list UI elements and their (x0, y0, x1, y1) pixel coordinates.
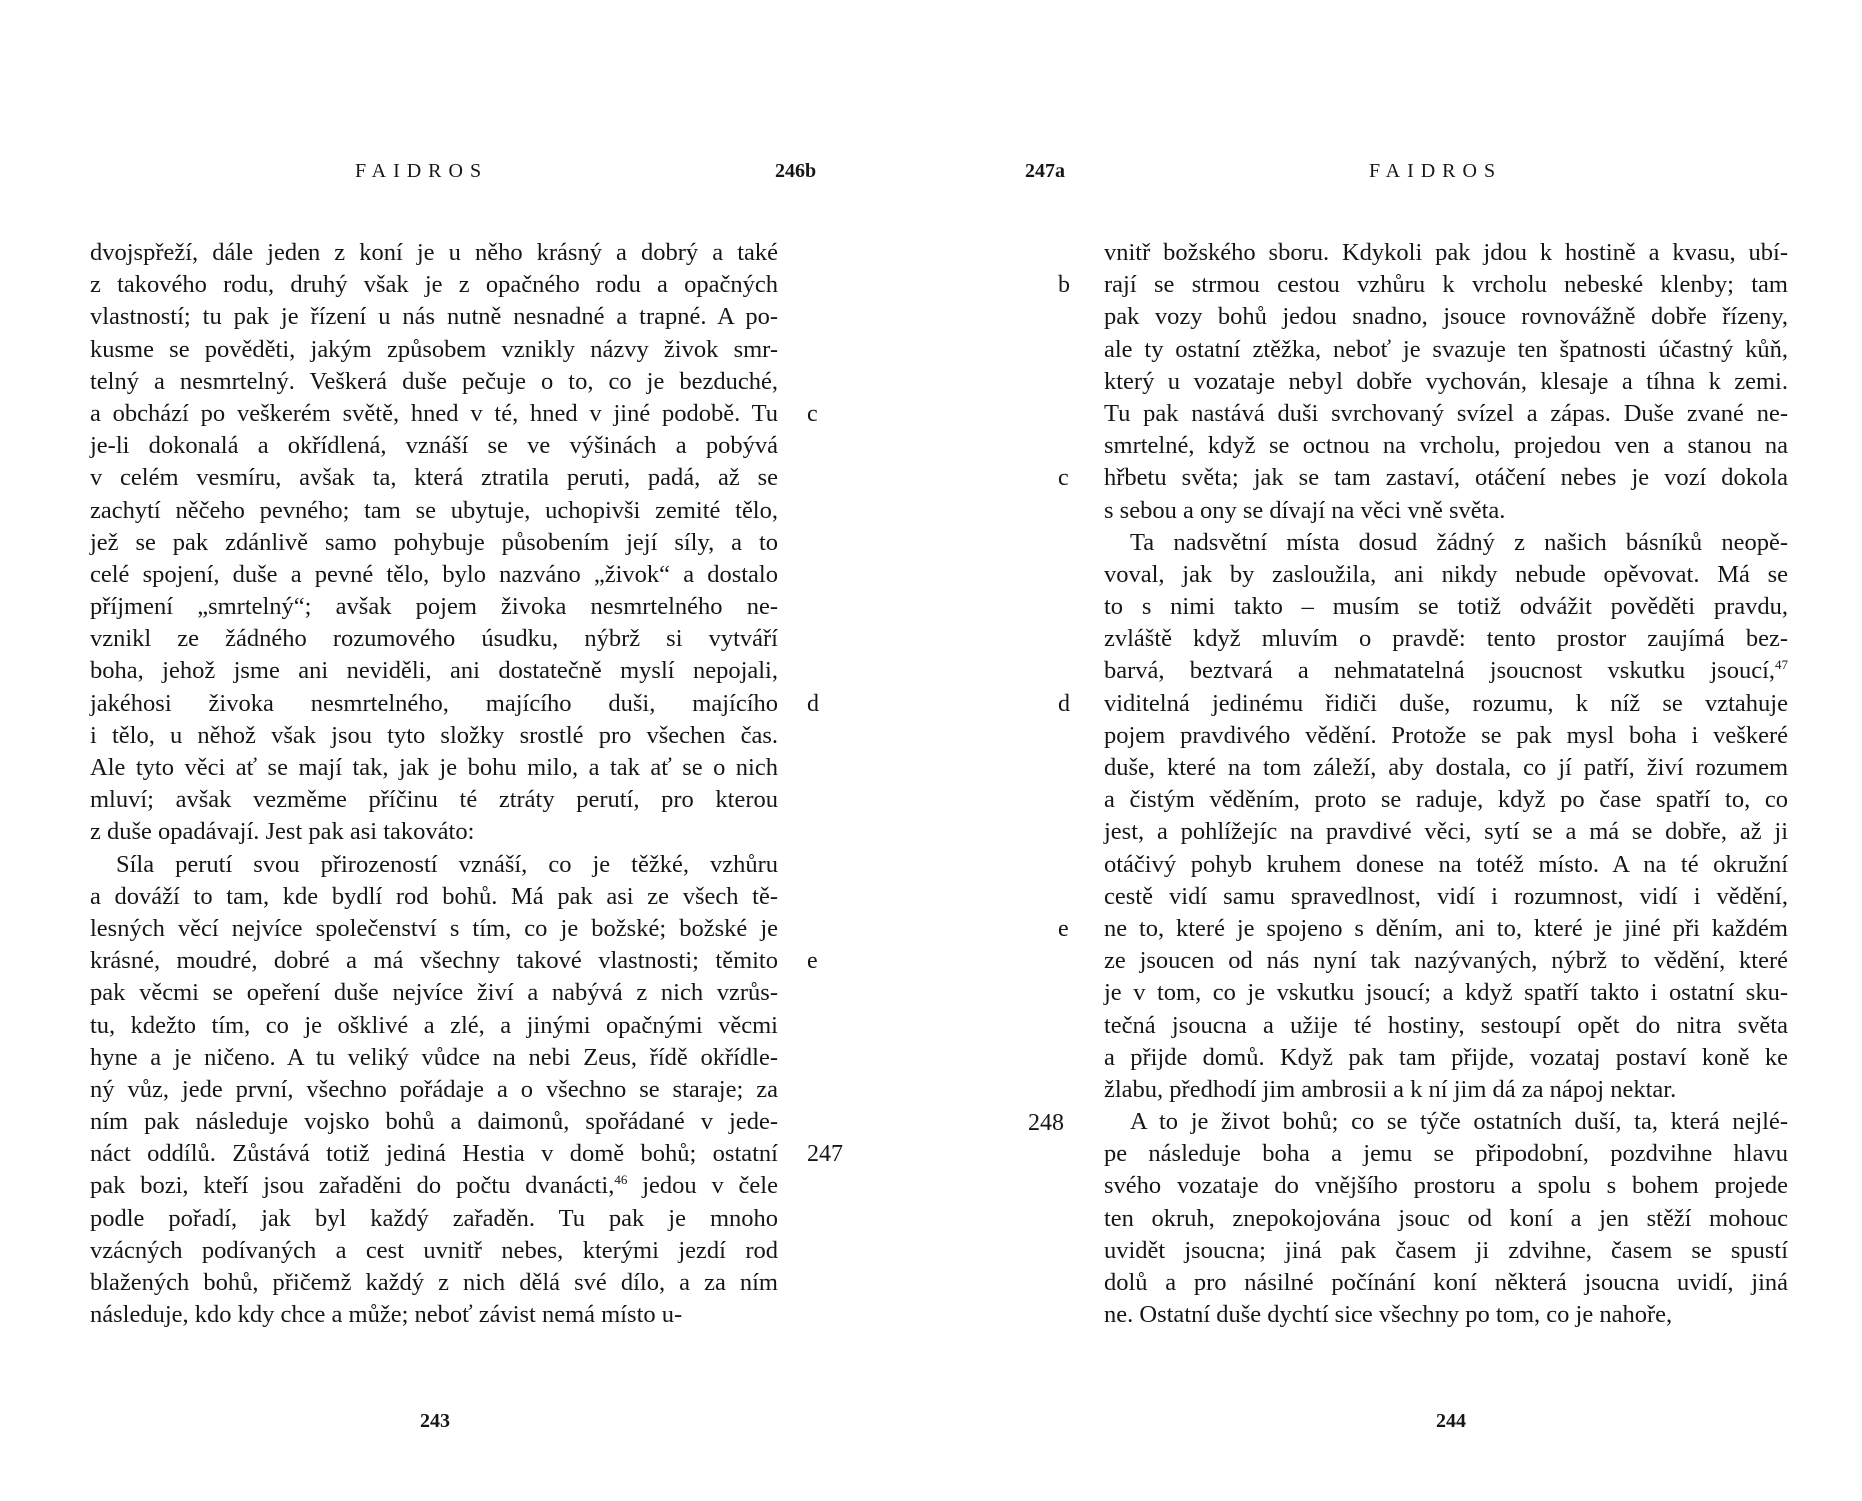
text-line: telný a nesmrtelný. Veškerá duše pečuje o to, co je bezduché, (90, 367, 778, 395)
text-line: vznikl ze žádného rozumového úsudku, nýbrž si vytváří (90, 625, 778, 653)
text-line: a čistým věděním, proto se raduje, když po čase spatří to, co (1104, 786, 1788, 814)
margin-marker-e: e (807, 948, 818, 974)
text-line: svého vozataje do vnějšího prostoru a spolu s bohem projede (1104, 1172, 1788, 1200)
text-line: boha, jehož jsme ani neviděli, ani dostatečně myslí nepojali, (90, 657, 778, 685)
text-line: jest, a pohlížejíc na pravdivé věci, sytí se a má se dobře, až ji (1104, 818, 1788, 846)
text-line: jež se pak zdánlivě samo pohybuje působením její síly, a to (90, 528, 778, 556)
text-line: Ta nadsvětní místa dosud žádný z našich básníků neopě- (1130, 528, 1788, 556)
text-line: z takového rodu, druhý však je z opačného rodu a opačných (90, 271, 778, 299)
text-line: a obchází po veškerém světě, hned v té, hned v jiné podobě. Tu (90, 399, 778, 427)
text-line: Ale tyto věci ať se mají tak, jak je bohu milo, a tak ať se o nich (90, 754, 778, 781)
page-number-right: 244 (1436, 1410, 1466, 1432)
text-line: zvláště když mluvím o pravdě: tento prostor zaujímá bez- (1104, 625, 1788, 653)
margin-marker-d: d (1058, 691, 1070, 717)
text-line: mluví; avšak vezměme příčinu té ztráty perutí, pro kterou (90, 786, 778, 814)
text-line: dvojspřeží, dále jeden z koní je u něho krásný a dobrý a také (90, 239, 778, 266)
text-line: kusme se pověděti, jakým způsobem vznikly názvy živok smr- (90, 335, 778, 363)
text-line: je-li dokonalá a okřídlená, vznáší se ve výšinách a pobývá (90, 432, 778, 460)
text-line: vlastností; tu pak je řízení u nás nutně nesnadné a trapné. A po- (90, 303, 778, 331)
text-line: z duše opadávají. Jest pak asi takováto: (90, 818, 475, 846)
footnote-ref[interactable]: 47 (1775, 657, 1788, 673)
text-line: tu, kdežto tím, co je ošklivé a zlé, a jinými opačnými věcmi (90, 1011, 778, 1039)
footnote-ref[interactable]: 46 (614, 1172, 628, 1188)
text-line: vnitř božského sboru. Kdykoli pak jdou k hostině a kvasu, ubí- (1104, 239, 1788, 266)
text-line: žlabu, předhodí jim ambrosii a k ní jim dá za nápoj nektar. (1104, 1075, 1677, 1103)
text-line: pe následuje boha a jemu se připodobní, pozdvihne hlavu (1104, 1140, 1788, 1168)
text-line: pak bozi, kteří jsou zařaděni do počtu dvanácti,$^{46}$ jedou v čele (90, 1172, 778, 1200)
text-line: Tu pak nastává duši svrchovaný svízel a zápas. Duše zvané ne- (1104, 399, 1788, 427)
text-line: hřbetu světa; jak se tam zastaví, otáčení nebes je vozí dokola (1104, 464, 1788, 492)
text-line: podle pořadí, jak byl každý zařaděn. Tu pak je mnoho (90, 1204, 778, 1232)
margin-marker-b: b (1058, 272, 1070, 298)
page-number-left: 243 (420, 1410, 450, 1432)
text-line: tečná jsoucna a užije té hostiny, sestoupí opět do nitra světa (1104, 1011, 1788, 1039)
running-head-left: FAIDROS (355, 160, 489, 182)
text-line: ný vůz, jede první, všechno pořádaje a o všechno se staraje; za (90, 1075, 778, 1103)
text-line: voval, jak by zasloužila, ani nikdy nebude opěvovat. Má se (1104, 560, 1788, 588)
text-line: blažených bohů, přičemž každý z nich dělá své dílo, a za ním (90, 1269, 778, 1296)
running-head-right: FAIDROS (1369, 160, 1503, 182)
text-line: i tělo, u něhož však jsou tyto složky srostlé pro všechen čas. (90, 721, 778, 749)
text-line: ze jsoucen od nás nyní tak nazývaných, nýbrž to vědění, které (1104, 947, 1788, 975)
text-line: a přijde domů. Když pak tam přijde, vozataj postaví koně ke (1104, 1043, 1788, 1071)
text-line: rají se strmou cestou vzhůru k vrcholu nebeské klenby; tam (1104, 271, 1788, 299)
text-line: příjmení „smrtelný“; avšak pojem živoka nesmrtelného ne- (90, 593, 778, 621)
margin-marker-d: d (807, 691, 819, 717)
text-line: Síla perutí svou přirozeností vznáší, co je těžké, vzhůru (116, 850, 778, 878)
margin-marker-248: 248 (1028, 1110, 1064, 1136)
margin-marker-c: c (807, 401, 818, 427)
left-text-block (90, 237, 778, 1331)
text-line: dolů a pro násilné počínání koní některá jsoucna uvidí, jiná (1104, 1269, 1788, 1296)
text-line: následuje, kdo kdy chce a může; neboť závist nemá místo u- (90, 1301, 683, 1329)
text-line: jakéhosi živoka nesmrtelného, majícího duši, majícího (90, 689, 778, 717)
text-line: lesných věcí nejvíce společenství s tím, co je božské; božské je (90, 914, 778, 942)
text-line: zachytí něčeho pevného; tam se ubytuje, uchopivši zemité tělo, (90, 496, 778, 524)
section-ref-right: 247a (1025, 160, 1065, 182)
text-line: vzácných podívaných a cest uvnitř nebes, kterými jezdí rod (90, 1236, 778, 1264)
right-page (931, 0, 1862, 1501)
text-line: otáčivý pohyb kruhem donese na totéž místo. A na té okružní (1104, 850, 1788, 878)
text-line: náct oddílů. Zůstává totiž jediná Hestia v domě bohů; ostatní (90, 1140, 778, 1168)
text-line: ne. Ostatní duše dychtí sice všechny po tom, co je nahoře, (1104, 1301, 1673, 1329)
text-line: je v tom, co je vskutku jsoucí; a když spatří takto i ostatní sku- (1104, 979, 1788, 1007)
margin-marker-247: 247 (807, 1141, 843, 1167)
text-line: s sebou a ony se dívají na věci vně světa. (1104, 496, 1506, 524)
text-line: v celém vesmíru, avšak ta, která ztratila peruti, padá, až se (90, 464, 778, 492)
text-line: barvá, beztvará a nehmatatelná jsoucnost vskutku jsoucí,$^{47}$ (1104, 657, 1788, 685)
text-line: ním pak následuje vojsko bohů a daimonů, spořádané v jede- (90, 1108, 778, 1136)
text-line: to s nimi takto – musím se totiž odvážit pověděti pravdu, (1104, 593, 1788, 621)
text-line: viditelná jedinému řidiči duše, rozumu, k níž se vztahuje (1104, 689, 1788, 717)
text-line: uvidět jsoucna; jiná pak časem ji zdvihne, časem se spustí (1104, 1236, 1788, 1264)
text-line: krásné, moudré, dobré a má všechny takové vlastnosti; těmito (90, 947, 778, 975)
text-line: pojem pravdivého vědění. Protože se pak mysl boha i veškeré (1104, 721, 1788, 749)
text-line: ale ty ostatní ztěžka, neboť je svazuje ten špatnosti účastný kůň, (1104, 335, 1788, 363)
margin-marker-c: c (1058, 465, 1069, 491)
text-line: smrtelné, když se octnou na vrcholu, projedou ven a stanou na (1104, 432, 1788, 460)
text-line: pak vozy bohů jedou snadno, jsouce rovnovážně dobře řízeny, (1104, 303, 1788, 331)
right-text-block (1104, 237, 1788, 1331)
text-line: ten okruh, znepokojována jsouc od koní a jen stěží mohouc (1104, 1204, 1788, 1232)
text-line: ne to, které je spojeno s děním, ani to, které je jiné při každém (1104, 914, 1788, 942)
margin-marker-e: e (1058, 916, 1069, 942)
text-line: pak věcmi se opeření duše nejvíce živí a nabývá z nich vzrůs- (90, 979, 778, 1007)
text-line: a dováží to tam, kde bydlí rod bohů. Má pak asi ze všech tě- (90, 882, 778, 910)
text-line: hyne a je ničeno. A tu veliký vůdce na nebi Zeus, řídě okřídle- (90, 1043, 778, 1071)
text-line: který u vozataje nebyl dobře vychován, klesaje a tíhna k zemi. (1104, 367, 1788, 395)
text-line: duše, které na tom záleží, aby dostala, co jí patří, živí rozumem (1104, 754, 1788, 781)
section-ref-left: 246b (775, 160, 817, 182)
text-line: celé spojení, duše a pevné tělo, bylo nazváno „živok“ a dostalo (90, 560, 778, 588)
text-line: cestě vidí samu spravedlnost, vidí i rozumnost, vidí i vědění, (1104, 882, 1788, 910)
text-line: A to je život bohů; co se týče ostatních duší, ta, která nejlé- (1130, 1108, 1788, 1136)
